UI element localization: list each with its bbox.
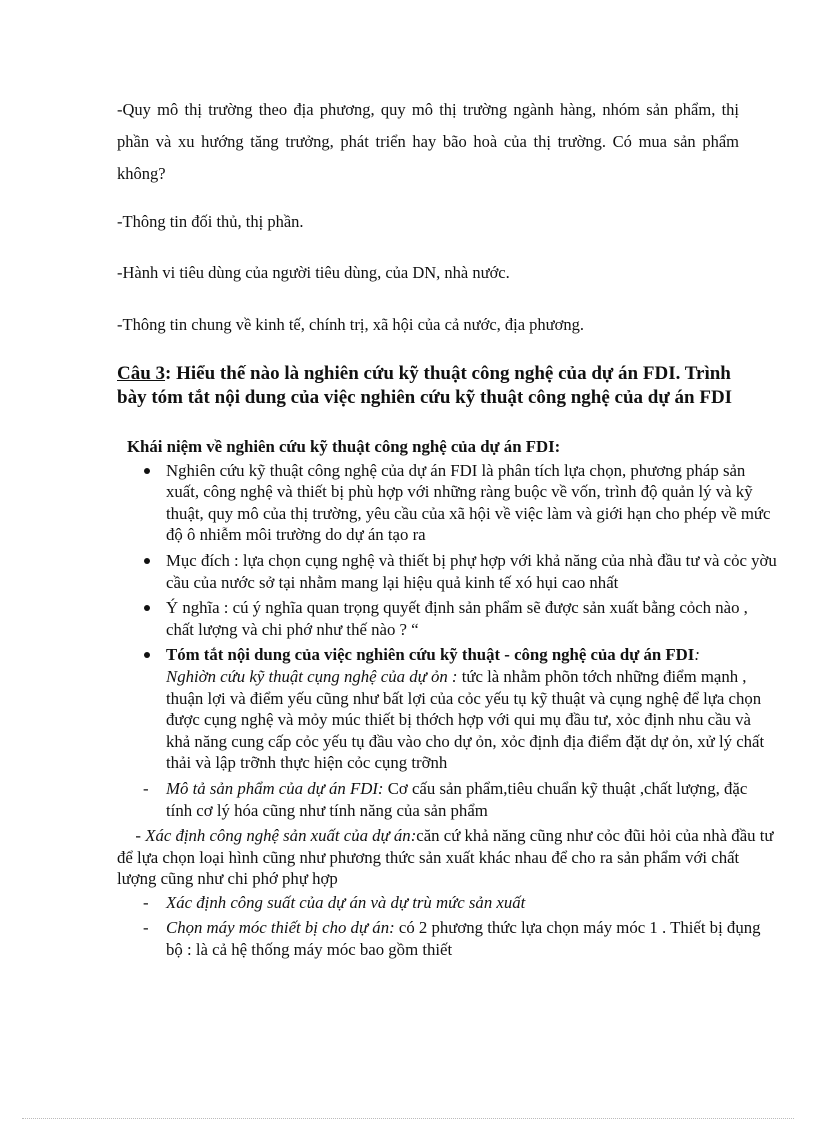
dash-product-text: Cơ cấu sản phẩm,tiêu chuẩn kỹ thuật ,chất lượng, đặc tính cơ lý hóa cũng như tính năng của sản phẩm <box>166 778 748 820</box>
dash-product-description <box>117 778 777 821</box>
dash-technology-lead: Xác định công nghệ sản xuất của dự án: <box>145 826 417 846</box>
bullet-definition <box>117 460 777 546</box>
paragraph-consumer-behavior: -Hành vi tiêu dùng của người tiêu dùng, của DN, nhà nước. <box>117 263 510 282</box>
bullet-meaning-text: Ý nghĩa : cú ý nghĩa quan trọng quyết định sản phẩm sẽ được sản xuất bằng cỏch nào , chất lượng và chi phớ như thế nào ? “ <box>166 598 748 639</box>
bullet-summary-title: Tóm tắt nội dung của việc nghiên cứu kỹ thuật - công nghệ của dự án FDI <box>166 645 695 665</box>
paragraph-competitors: -Thông tin đối thủ, thị phần. <box>117 212 304 231</box>
paragraph-market-scale: -Quy mô thị trường theo địa phương, quy mô thị trường ngành hàng, nhóm sản phẩm, thị phần và xu hướng tăng trưởng, phát triển hay bão hoà của thị trường. Có mua sản phẩm không? <box>117 100 739 183</box>
dash-marker: - <box>143 892 149 912</box>
bullet-definition-text: Nghiên cứu kỹ thuật công nghệ của dự án FDI là phân tích lựa chọn, phương pháp sản xuất, công nghệ và thiết bị phù hợp với những ràng buộc về vốn, trình độ quản lý và kỹ thuật, quy mô của thị trường, yêu cầu của xã hội về việc làm và giới hạn cho phép về mức độ ô nhiễm môi trường do dự án tạo ra <box>166 460 771 545</box>
dash-marker: - <box>135 826 141 846</box>
bullet-dot <box>144 558 150 564</box>
bullet-summary-colon: : <box>694 645 700 665</box>
bullet-purpose <box>117 550 777 593</box>
answer-content <box>117 436 777 965</box>
dash-technology-text: căn cứ khả năng cũng như cỏc đũi hỏi của nhà đầu tư để lựa chọn loại hình cũng như phương thức sản xuất khác nhau để cho ra sản phẩm với chất lượng cũng như chi phớ phự hợp <box>117 826 774 889</box>
dash-marker: - <box>143 918 149 938</box>
bullet-dot <box>144 652 150 658</box>
page-bottom-border <box>22 1118 794 1119</box>
question-text: : Hiểu thế nào là nghiên cứu kỹ thuật công nghệ của dự án FDI. Trình bày tóm tắt nội dung của việc nghiên cứu kỹ thuật công nghệ của dự án FDI <box>117 363 733 408</box>
bullet-dot <box>144 468 150 474</box>
bullet-meaning <box>117 597 777 640</box>
paragraph-general-info: -Thông tin chung về kinh tế, chính trị, xã hội của cả nước, địa phương. <box>117 315 584 334</box>
dash-equipment-lead: Chọn máy móc thiết bị cho dự án: <box>166 918 395 938</box>
dash-production-technology <box>117 825 777 890</box>
dash-equipment <box>117 917 777 960</box>
dash-capacity <box>117 892 777 914</box>
dash-marker: - <box>143 778 149 798</box>
summary-body <box>166 666 777 774</box>
dash-equipment-text: có 2 phương thức lựa chọn máy móc 1 . Thiết bị đụng bộ : là cả hệ thống máy móc bao gồm thiết <box>166 918 761 960</box>
bullet-purpose-text: Mục đích : lựa chọn cụng nghệ và thiết bị phự hợp với khả năng của nhà đầu tư và cỏc yờu cầu của nước sở tại nhằm mang lại hiệu quả kinh tế xó hụi cao nhất <box>166 550 777 592</box>
bullet-dot <box>144 605 150 611</box>
dash-capacity-text: Xác định công suất của dự án và dự trù mức sản xuất <box>166 892 526 912</box>
bullet-summary <box>117 644 777 774</box>
question-heading <box>117 362 747 410</box>
summary-body-text: tức là nhằm phõn tớch những điểm mạnh , thuận lợi và điểm yếu cũng như bất lợi của cỏc yếu tụ kỹ thuật và cụng nghệ để lựa chọn được cụng nghệ và mỏy múc thiết bị thớch hợp với qui mụ đầu tư, xỏc định nhu cầu và khả năng cung cấp cỏc yếu tụ đầu vào cho dự ỏn, xỏc định địa điểm đặt dự ỏn, xử lý chất thải và lập trỡnh thực hiện cỏc cụng trỡnh <box>166 666 765 773</box>
concept-subheading: Khái niệm về nghiên cứu kỹ thuật công nghệ của dự án FDI: <box>127 437 561 456</box>
question-label: Câu 3 <box>117 363 166 384</box>
dash-product-lead: Mô tả sản phẩm của dự án FDI: <box>166 778 384 798</box>
summary-body-lead: Nghiờn cứu kỹ thuật cụng nghệ của dự ỏn : <box>166 666 458 686</box>
